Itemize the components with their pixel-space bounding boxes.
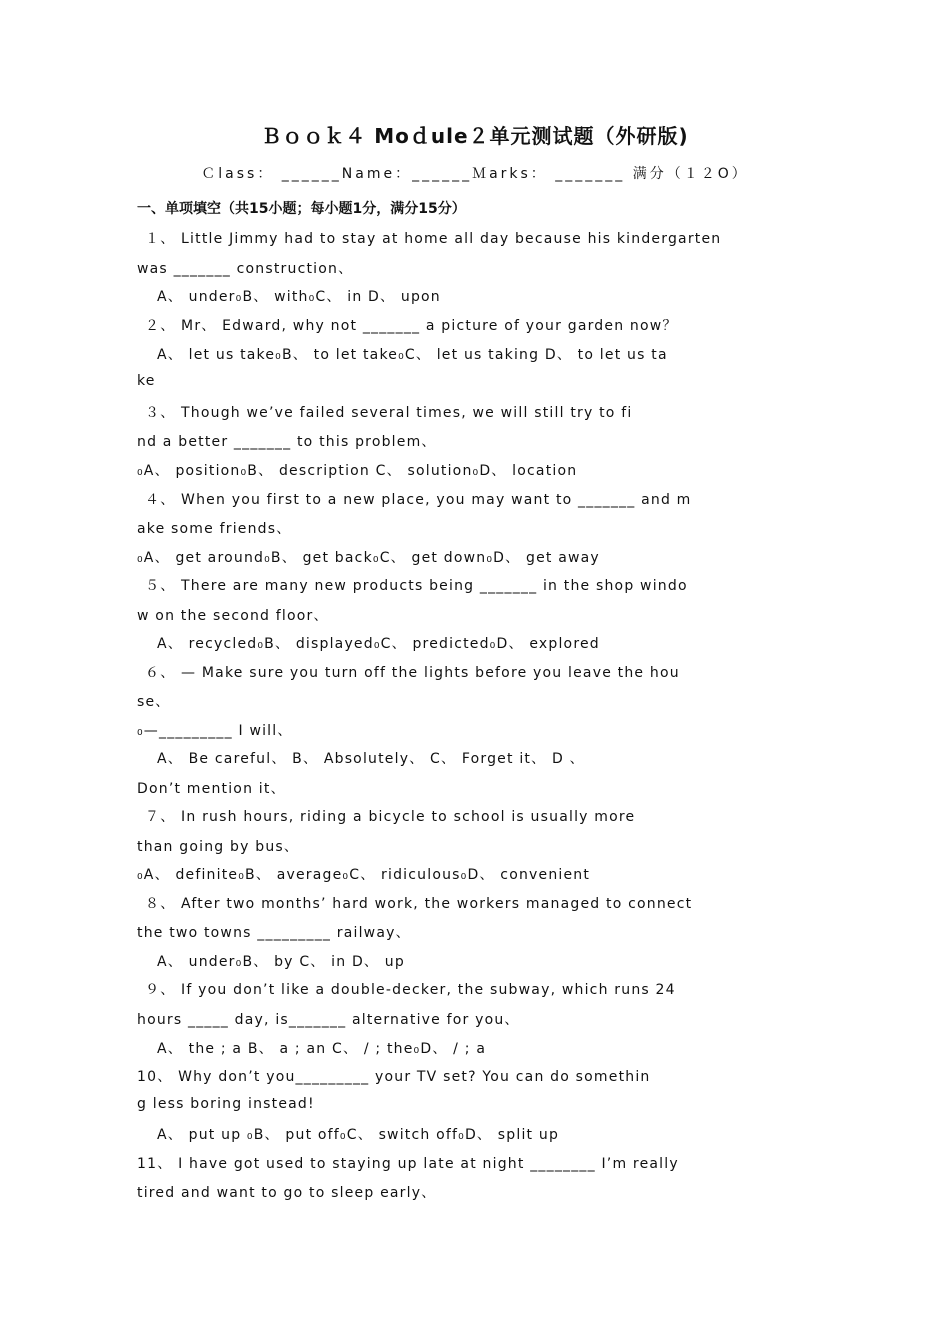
question-1-options: A、 under₀B、 with₀C、 in D、 upon — [157, 289, 441, 305]
question-10-options: A、 put up ₀B、 put off₀C、 switch off₀D、 split up — [157, 1127, 560, 1143]
question-8-line: ８、 After two months’ hard work, the workers managed to connect — [145, 896, 693, 912]
question-7-line: ７、 In rush hours, riding a bicycle to school is usually more — [145, 809, 636, 825]
question-7-options: ₀A、 definite₀B、 average₀C、 ridiculous₀D、 convenient — [137, 867, 591, 883]
question-10-line: 10、 Why don’t you_________ your TV set? You can do somethin — [137, 1069, 651, 1085]
question-8-line: the two towns _________ railway、 — [137, 925, 411, 941]
question-2-options: A、 let us take₀B、 to let take₀C、 let us taking D、 to let us ta — [157, 347, 668, 363]
question-6-line: ６、 — Make sure you turn off the lights before you leave the hou — [145, 665, 680, 681]
question-9-line: hours _____ day, is_______ alternative for you、 — [137, 1012, 520, 1028]
question-4-line: ４、 When you first to a new place, you may want to _______ and m — [145, 492, 692, 508]
document-title: Ｂｏｏｋ４ Moｄule２单元测试题（外研版) — [261, 124, 689, 148]
question-6-line: ₀—_________ I will、 — [137, 723, 293, 739]
question-5-line: ５、 There are many new products being _______ in the shop windo — [145, 578, 688, 594]
question-1-line: １、 Little Jimmy had to stay at home all day because his kindergarten — [145, 231, 722, 247]
question-9-options: A、 the ; a B、 a ; an C、 / ; the₀D、 / ; a — [157, 1041, 487, 1057]
question-5-line: w on the second floor、 — [137, 608, 329, 624]
question-4-line: ake some friends、 — [137, 521, 292, 537]
question-8-options: A、 under₀B、 by C、 in D、 up — [157, 954, 405, 970]
question-10-line: g less boring instead! — [137, 1096, 315, 1112]
section-heading: 一、单项填空（共15小题；每小题1分，满分15分） — [137, 201, 466, 217]
question-6-options: Don’t mention it、 — [137, 781, 286, 797]
question-7-line: than going by bus、 — [137, 839, 300, 855]
question-3-options: ₀A、 position₀B、 description C、 solution₀D、 location — [137, 463, 578, 479]
question-2-options: ke — [137, 373, 156, 389]
student-info-line: Ｃlass： ______Name：______Ｍarks： _______ 满分（１２O） — [201, 166, 749, 182]
question-6-options: A、 Be careful、 B、 Absolutely、 C、 Forget it、 D 、 — [157, 751, 585, 767]
question-1-line: was _______ construction、 — [137, 261, 354, 277]
question-9-line: ９、 If you don’t like a double-decker, the subway, which runs 24 — [145, 982, 676, 998]
question-11-line: tired and want to go to sleep early、 — [137, 1185, 437, 1201]
question-11-line: 11、 I have got used to staying up late at night ________ I’m really — [137, 1156, 679, 1172]
question-3-line: ３、 Though we’ve failed several times, we will still try to fi — [145, 405, 633, 421]
question-3-line: nd a better _______ to this problem、 — [137, 434, 437, 450]
question-6-line: se、 — [137, 694, 171, 710]
question-2-line: ２、 Mr、 Edward, why not _______ a picture of your garden now？ — [145, 318, 678, 334]
question-5-options: A、 recycled₀B、 displayed₀C、 predicted₀D、 explored — [157, 636, 600, 652]
question-4-options: ₀A、 get around₀B、 get back₀C、 get down₀D、 get away — [137, 550, 600, 566]
